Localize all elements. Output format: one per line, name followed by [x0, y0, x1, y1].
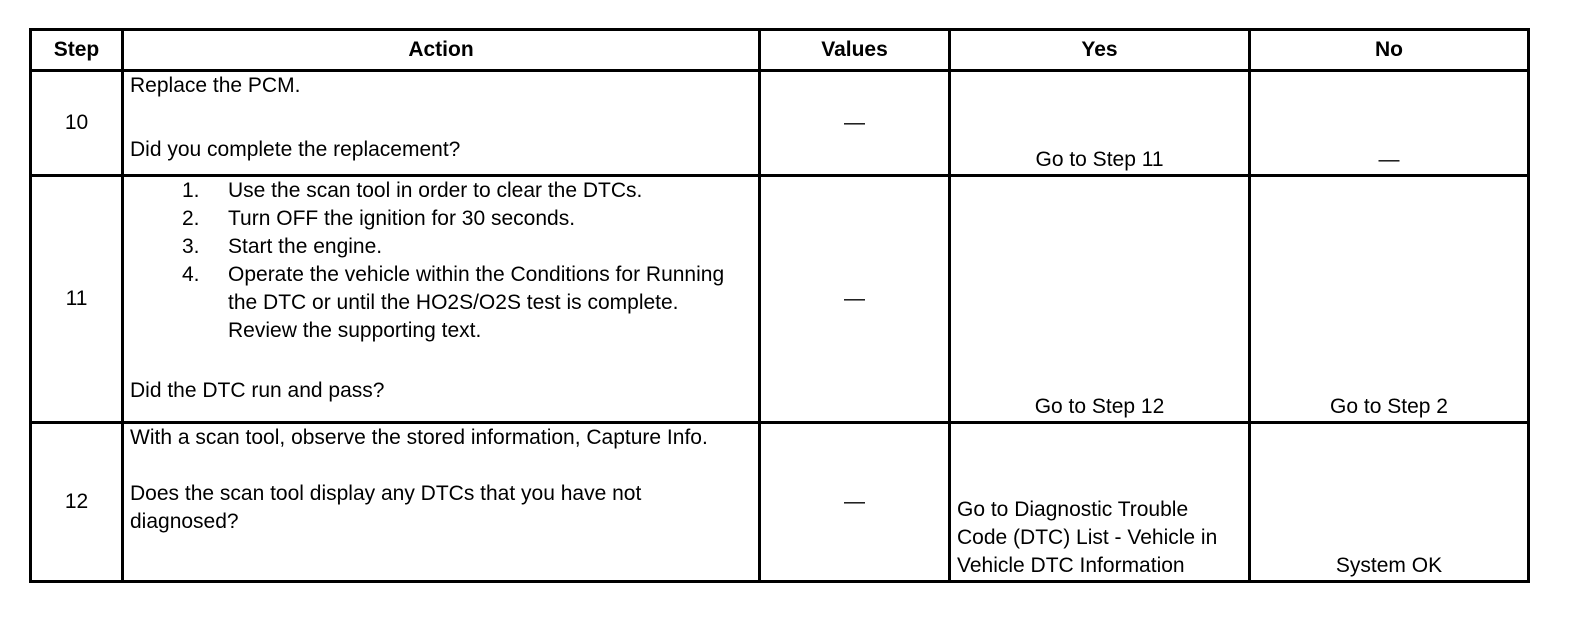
header-no: No [1250, 30, 1529, 71]
list-item: 1. Use the scan tool in order to clear the DTCs. [182, 179, 643, 202]
header-values: Values [760, 30, 950, 71]
action-steps-list [130, 177, 752, 345]
table-row [31, 176, 1529, 423]
no-cell: System OK [1250, 423, 1529, 582]
yes-cell: Go to Step 11 [950, 71, 1250, 176]
action-text: Replace the PCM. [130, 74, 301, 97]
no-cell: Go to Step 2 [1250, 176, 1529, 423]
header-yes: Yes [950, 30, 1250, 71]
list-item: 3. Start the engine. [182, 235, 383, 258]
list-item: 2. Turn OFF the ignition for 30 seconds. [182, 207, 576, 230]
action-cell [123, 176, 760, 423]
list-item: 4. Operate the vehicle within the Conditions for Running the DTC or until the HO2S/O2S test is complete. Review the supporting text. [182, 263, 725, 342]
action-question: Does the scan tool display any DTCs that you have not diagnosed? [130, 482, 642, 533]
values-cell: — [760, 176, 950, 423]
table-row [31, 71, 1529, 176]
action-question: Did you complete the replacement? [130, 138, 461, 161]
action-cell [123, 71, 760, 176]
table-row [31, 423, 1529, 582]
step-number: 11 [31, 176, 123, 423]
action-text: With a scan tool, observe the stored information, Capture Info. [130, 426, 708, 449]
step-number: 10 [31, 71, 123, 176]
header-action: Action [123, 30, 760, 71]
header-row [31, 30, 1529, 71]
no-cell: — [1250, 71, 1529, 176]
step-number: 12 [31, 423, 123, 582]
values-cell: — [760, 423, 950, 582]
header-step: Step [31, 30, 123, 71]
action-cell [123, 423, 760, 582]
yes-cell: Go to Diagnostic Trouble Code (DTC) List - Vehicle in Vehicle DTC Information [950, 423, 1250, 582]
action-question: Did the DTC run and pass? [130, 379, 385, 402]
values-cell: — [760, 71, 950, 176]
diagnostic-table [29, 28, 1530, 583]
yes-cell: Go to Step 12 [950, 176, 1250, 423]
